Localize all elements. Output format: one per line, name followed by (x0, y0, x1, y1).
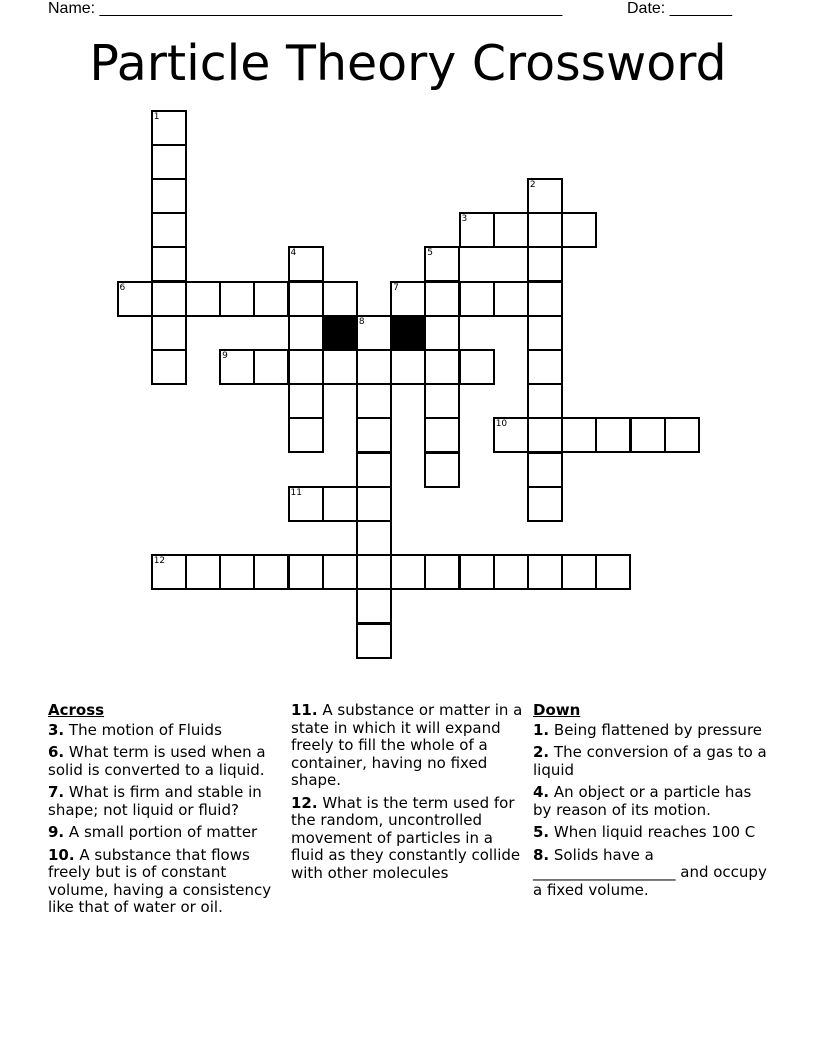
down-clue-2 (533, 744, 768, 779)
grid-cell[interactable] (424, 383, 460, 419)
grid-cell[interactable] (493, 281, 529, 317)
clue-number: 4. (533, 783, 550, 801)
down-clues (533, 702, 768, 904)
clue-number: 6. (48, 743, 65, 761)
grid-cell[interactable] (390, 349, 426, 385)
across-clue-6 (48, 744, 280, 779)
clue-number: 11. (291, 701, 318, 719)
clue-number-6: 6 (119, 282, 126, 293)
across-clue-10 (48, 847, 280, 917)
down-clue-8 (533, 847, 768, 900)
clue-number-12: 12 (153, 556, 166, 567)
across-list-1 (48, 722, 280, 917)
grid-cell[interactable] (322, 486, 358, 522)
grid-cell[interactable] (185, 281, 221, 317)
grid-cell[interactable] (630, 417, 666, 453)
grid-cell[interactable] (322, 349, 358, 385)
across-clue-7 (48, 784, 280, 819)
clue-text: A substance or matter in a state in which it will expand freely to fill the whole of a container, having no fixed shape. (291, 701, 523, 789)
grid-cell[interactable] (322, 281, 358, 317)
grid-cell[interactable] (459, 281, 495, 317)
grid-cell[interactable] (356, 588, 392, 624)
grid-cell[interactable] (527, 212, 563, 248)
date-blank[interactable]: _______ (669, 0, 732, 17)
grid-cell[interactable] (151, 246, 187, 282)
across-clues-col1 (48, 702, 280, 922)
grid-cell[interactable] (527, 452, 563, 488)
clue-text: When liquid reaches 100 C (549, 823, 756, 841)
grid-cell[interactable] (253, 281, 289, 317)
clue-number-1: 1 (153, 111, 160, 122)
grid-cell[interactable] (219, 554, 255, 590)
clue-number: 10. (48, 845, 75, 864)
grid-cell[interactable] (356, 486, 392, 522)
clue-text: What is the term used for the random, uncontrolled movement of particles in a fluid as they constantly collide with other molecules (291, 793, 521, 882)
grid-cell[interactable] (253, 349, 289, 385)
across-heading: Across (48, 701, 105, 719)
clue-number-10: 10 (495, 419, 508, 430)
grid-cell[interactable] (527, 349, 563, 385)
date-label: Date: (627, 0, 666, 17)
across-clue-3 (48, 722, 280, 740)
grid-cell[interactable] (527, 315, 563, 351)
black-cell (390, 315, 426, 351)
across-clues-col2 (291, 702, 526, 887)
grid-cell[interactable] (322, 554, 358, 590)
grid-cell[interactable] (459, 349, 495, 385)
across-clue-11 (291, 702, 526, 790)
clue-number-7: 7 (393, 282, 399, 293)
grid-cell[interactable] (356, 417, 392, 453)
grid-cell[interactable] (288, 349, 324, 385)
grid-cell[interactable] (356, 383, 392, 419)
grid-cell[interactable] (459, 554, 495, 590)
clue-text: What is firm and stable in shape; not liquid or fluid? (48, 783, 262, 819)
grid-cell[interactable] (527, 486, 563, 522)
grid-cell[interactable] (151, 315, 187, 351)
grid-cell[interactable] (424, 452, 460, 488)
clue-number-3: 3 (461, 214, 468, 225)
down-clue-1 (533, 722, 768, 740)
clue-number: 8. (533, 845, 550, 864)
grid-cell[interactable] (595, 554, 631, 590)
clue-number: 12. (291, 793, 318, 812)
grid-cell[interactable] (356, 554, 392, 590)
grid-cell[interactable] (288, 417, 324, 453)
clue-number-2: 2 (529, 179, 536, 190)
across-clue-9 (48, 824, 280, 842)
clue-text: What term is used when a solid is converted to a liquid. (48, 743, 266, 779)
clue-number-11: 11 (290, 487, 302, 498)
grid-cell[interactable] (151, 178, 187, 214)
grid-cell[interactable] (151, 212, 187, 248)
grid-cell[interactable] (356, 623, 392, 659)
name-label: Name: (48, 0, 96, 17)
grid-cell[interactable] (561, 417, 597, 453)
grid-cell[interactable] (356, 452, 392, 488)
grid-cell[interactable] (356, 349, 392, 385)
grid-cell[interactable] (288, 281, 324, 317)
clue-number: 9. (48, 823, 65, 841)
grid-cell[interactable] (595, 417, 631, 453)
grid-cell[interactable] (493, 212, 529, 248)
clue-text: The conversion of a gas to a liquid (533, 743, 767, 779)
clue-text: Being flattened by pressure (549, 720, 763, 739)
grid-cell[interactable] (561, 554, 597, 590)
grid-cell[interactable] (253, 554, 289, 590)
clue-number-8: 8 (358, 316, 365, 327)
black-cell (322, 315, 358, 351)
grid-cell[interactable] (424, 349, 460, 385)
clue-text: Solids have a ___________________ and occupy a fixed volume. (533, 845, 767, 899)
grid-cell[interactable] (493, 554, 529, 590)
grid-cell[interactable] (288, 554, 324, 590)
grid-cell[interactable] (151, 349, 187, 385)
grid-cell[interactable] (151, 144, 187, 180)
grid-cell[interactable] (664, 417, 700, 453)
page-title: Particle Theory Crossword (89, 35, 727, 92)
clue-number-9: 9 (222, 350, 228, 361)
down-heading: Down (533, 701, 581, 719)
grid-cell[interactable] (151, 281, 187, 317)
grid-cell[interactable] (527, 281, 563, 317)
grid-cell[interactable] (219, 281, 255, 317)
clue-text: The motion of Fluids (64, 720, 222, 739)
name-blank[interactable]: ____________________________________________________ (99, 0, 563, 17)
grid-cell[interactable] (288, 383, 324, 419)
grid-cell[interactable] (424, 554, 460, 590)
clue-text: A small portion of matter (64, 823, 258, 841)
down-clue-5 (533, 824, 768, 842)
clue-number: 1. (533, 720, 550, 739)
down-clue-4 (533, 784, 768, 819)
clue-number-4: 4 (290, 248, 297, 259)
grid-cell[interactable] (185, 554, 221, 590)
clue-number: 2. (533, 743, 550, 761)
grid-cell[interactable] (424, 315, 460, 351)
clue-number: 3. (48, 720, 65, 739)
clue-text: An object or a particle has by reason of its motion. (533, 783, 752, 819)
grid-cell[interactable] (527, 417, 563, 453)
grid-cell[interactable] (527, 554, 563, 590)
across-clue-12 (291, 795, 526, 883)
grid-cell[interactable] (527, 383, 563, 419)
down-list (533, 722, 768, 900)
grid-cell[interactable] (424, 281, 460, 317)
grid-cell[interactable] (424, 417, 460, 453)
across-list-2 (291, 702, 526, 882)
clue-number-5: 5 (427, 248, 434, 259)
grid-cell[interactable] (527, 246, 563, 282)
grid-cell[interactable] (356, 520, 392, 556)
clue-text: A substance that flows freely but is of constant volume, having a consistency like that of water or oil. (48, 845, 272, 916)
clue-number: 7. (48, 783, 65, 801)
grid-cell[interactable] (561, 212, 597, 248)
grid-cell[interactable] (288, 315, 324, 351)
grid-cell[interactable] (390, 554, 426, 590)
clue-number: 5. (533, 823, 550, 841)
